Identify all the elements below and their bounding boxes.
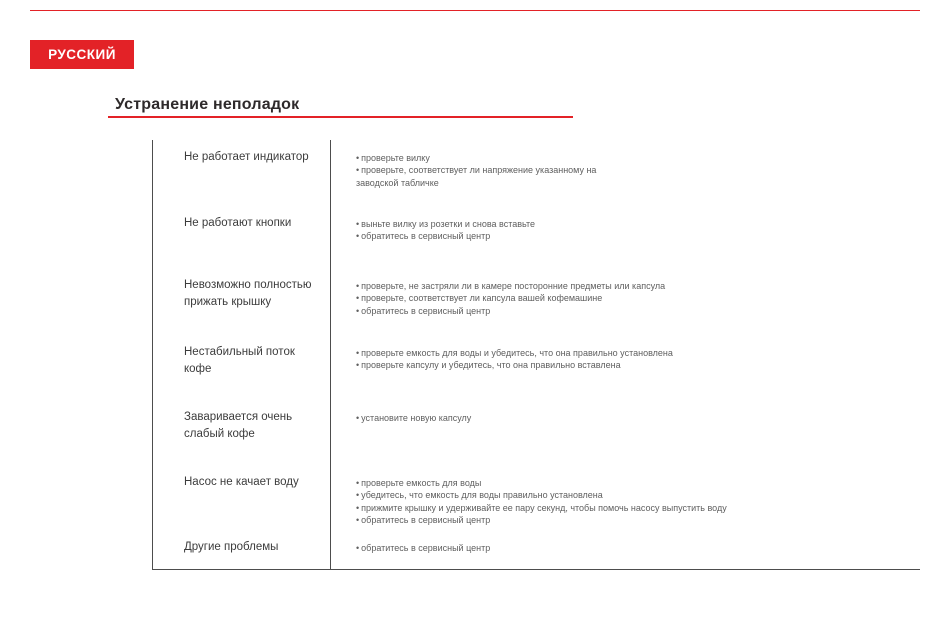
solution-item <box>356 218 910 230</box>
language-tab-label: РУССКИЙ <box>48 47 116 62</box>
solution-item <box>356 347 910 359</box>
solution-text: обратитесь в сервисный центр <box>361 514 491 525</box>
problem-label: Невозможно полностью прижать крышку <box>184 279 312 308</box>
solution-text: обратитесь в сервисный центр <box>361 231 491 242</box>
bullet-icon: • <box>356 165 360 176</box>
problem-label: Нестабильный поток кофе <box>184 346 295 375</box>
solution-text: убедитесь, что емкость для воды правильно установлена <box>361 490 603 501</box>
solution-text: установите новую капсулу <box>361 413 472 423</box>
problem-cell <box>153 530 331 570</box>
table-row <box>153 206 920 268</box>
table-row <box>153 335 920 400</box>
solution-text: проверьте емкость для воды и убедитесь, что она правильно установлена <box>361 348 673 358</box>
solution-text: проверьте емкость для воды <box>361 478 482 488</box>
solution-item <box>356 542 910 554</box>
solution-item <box>356 230 910 242</box>
table-row <box>153 465 920 530</box>
solution-item <box>356 502 910 514</box>
solution-text: проверьте, соответствует ли напряжение указанному на заводской табличке <box>356 165 597 188</box>
table-row <box>153 400 920 465</box>
problem-cell <box>153 335 331 400</box>
bullet-icon: • <box>356 219 360 229</box>
bullet-icon: • <box>356 231 360 242</box>
bullet-icon: • <box>356 413 360 423</box>
problem-cell <box>153 140 331 206</box>
page-title: Устранение неполадок <box>115 96 300 113</box>
bullet-icon: • <box>356 348 360 358</box>
language-tab <box>30 40 134 69</box>
bullet-icon: • <box>356 478 360 488</box>
problem-cell <box>153 268 331 335</box>
problem-label: Заваривается очень слабый кофе <box>184 411 293 440</box>
solution-item <box>356 152 910 164</box>
solution-item <box>356 292 910 304</box>
bullet-icon: • <box>356 153 360 163</box>
solution-item <box>356 359 910 371</box>
solution-text: обратитесь в сервисный центр <box>361 543 491 553</box>
troubleshooting-table <box>152 140 920 570</box>
solution-text: прижмите крышку и удерживайте ее пару секунд, чтобы помочь насосу выпустить воду <box>361 502 727 513</box>
problem-cell <box>153 465 331 530</box>
solution-item <box>356 477 910 489</box>
solution-text: проверьте, не застряли ли в камере посторонние предметы или капсула <box>361 281 666 291</box>
table-row <box>153 530 920 570</box>
table-row <box>153 268 920 335</box>
solutions-cell <box>331 465 920 530</box>
bullet-icon: • <box>356 514 360 525</box>
solution-item <box>356 412 910 424</box>
solution-text: обратитесь в сервисный центр <box>361 305 491 316</box>
problem-label: Не работают кнопки <box>184 217 292 229</box>
problem-label: Насос не качает воду <box>184 476 299 488</box>
bullet-icon: • <box>356 360 360 371</box>
solutions-cell <box>331 140 920 206</box>
solution-item <box>356 514 910 526</box>
solution-text: проверьте, соответствует ли капсула вашей кофемашине <box>361 293 603 304</box>
solution-text: проверьте вилку <box>361 153 430 163</box>
solutions-cell <box>331 530 920 570</box>
solutions-cell <box>331 206 920 268</box>
solutions-cell <box>331 335 920 400</box>
solution-text: проверьте капсулу и убедитесь, что она правильно вставлена <box>361 360 621 371</box>
problem-cell <box>153 400 331 465</box>
solutions-cell <box>331 268 920 335</box>
solution-item <box>356 280 910 292</box>
solution-text: выньте вилку из розетки и снова вставьте <box>361 219 536 229</box>
solution-item <box>356 164 624 189</box>
solution-item <box>356 305 910 317</box>
bullet-icon: • <box>356 293 360 304</box>
top-divider <box>30 10 920 11</box>
solution-item <box>356 489 910 501</box>
solutions-cell <box>331 400 920 465</box>
bullet-icon: • <box>356 502 360 513</box>
bullet-icon: • <box>356 490 360 501</box>
bullet-icon: • <box>356 305 360 316</box>
problem-cell <box>153 206 331 268</box>
problem-label: Другие проблемы <box>184 541 279 553</box>
title-underline <box>108 116 573 118</box>
table-row <box>153 140 920 206</box>
problem-label: Не работает индикатор <box>184 151 309 163</box>
bullet-icon: • <box>356 281 360 291</box>
bullet-icon: • <box>356 543 360 553</box>
